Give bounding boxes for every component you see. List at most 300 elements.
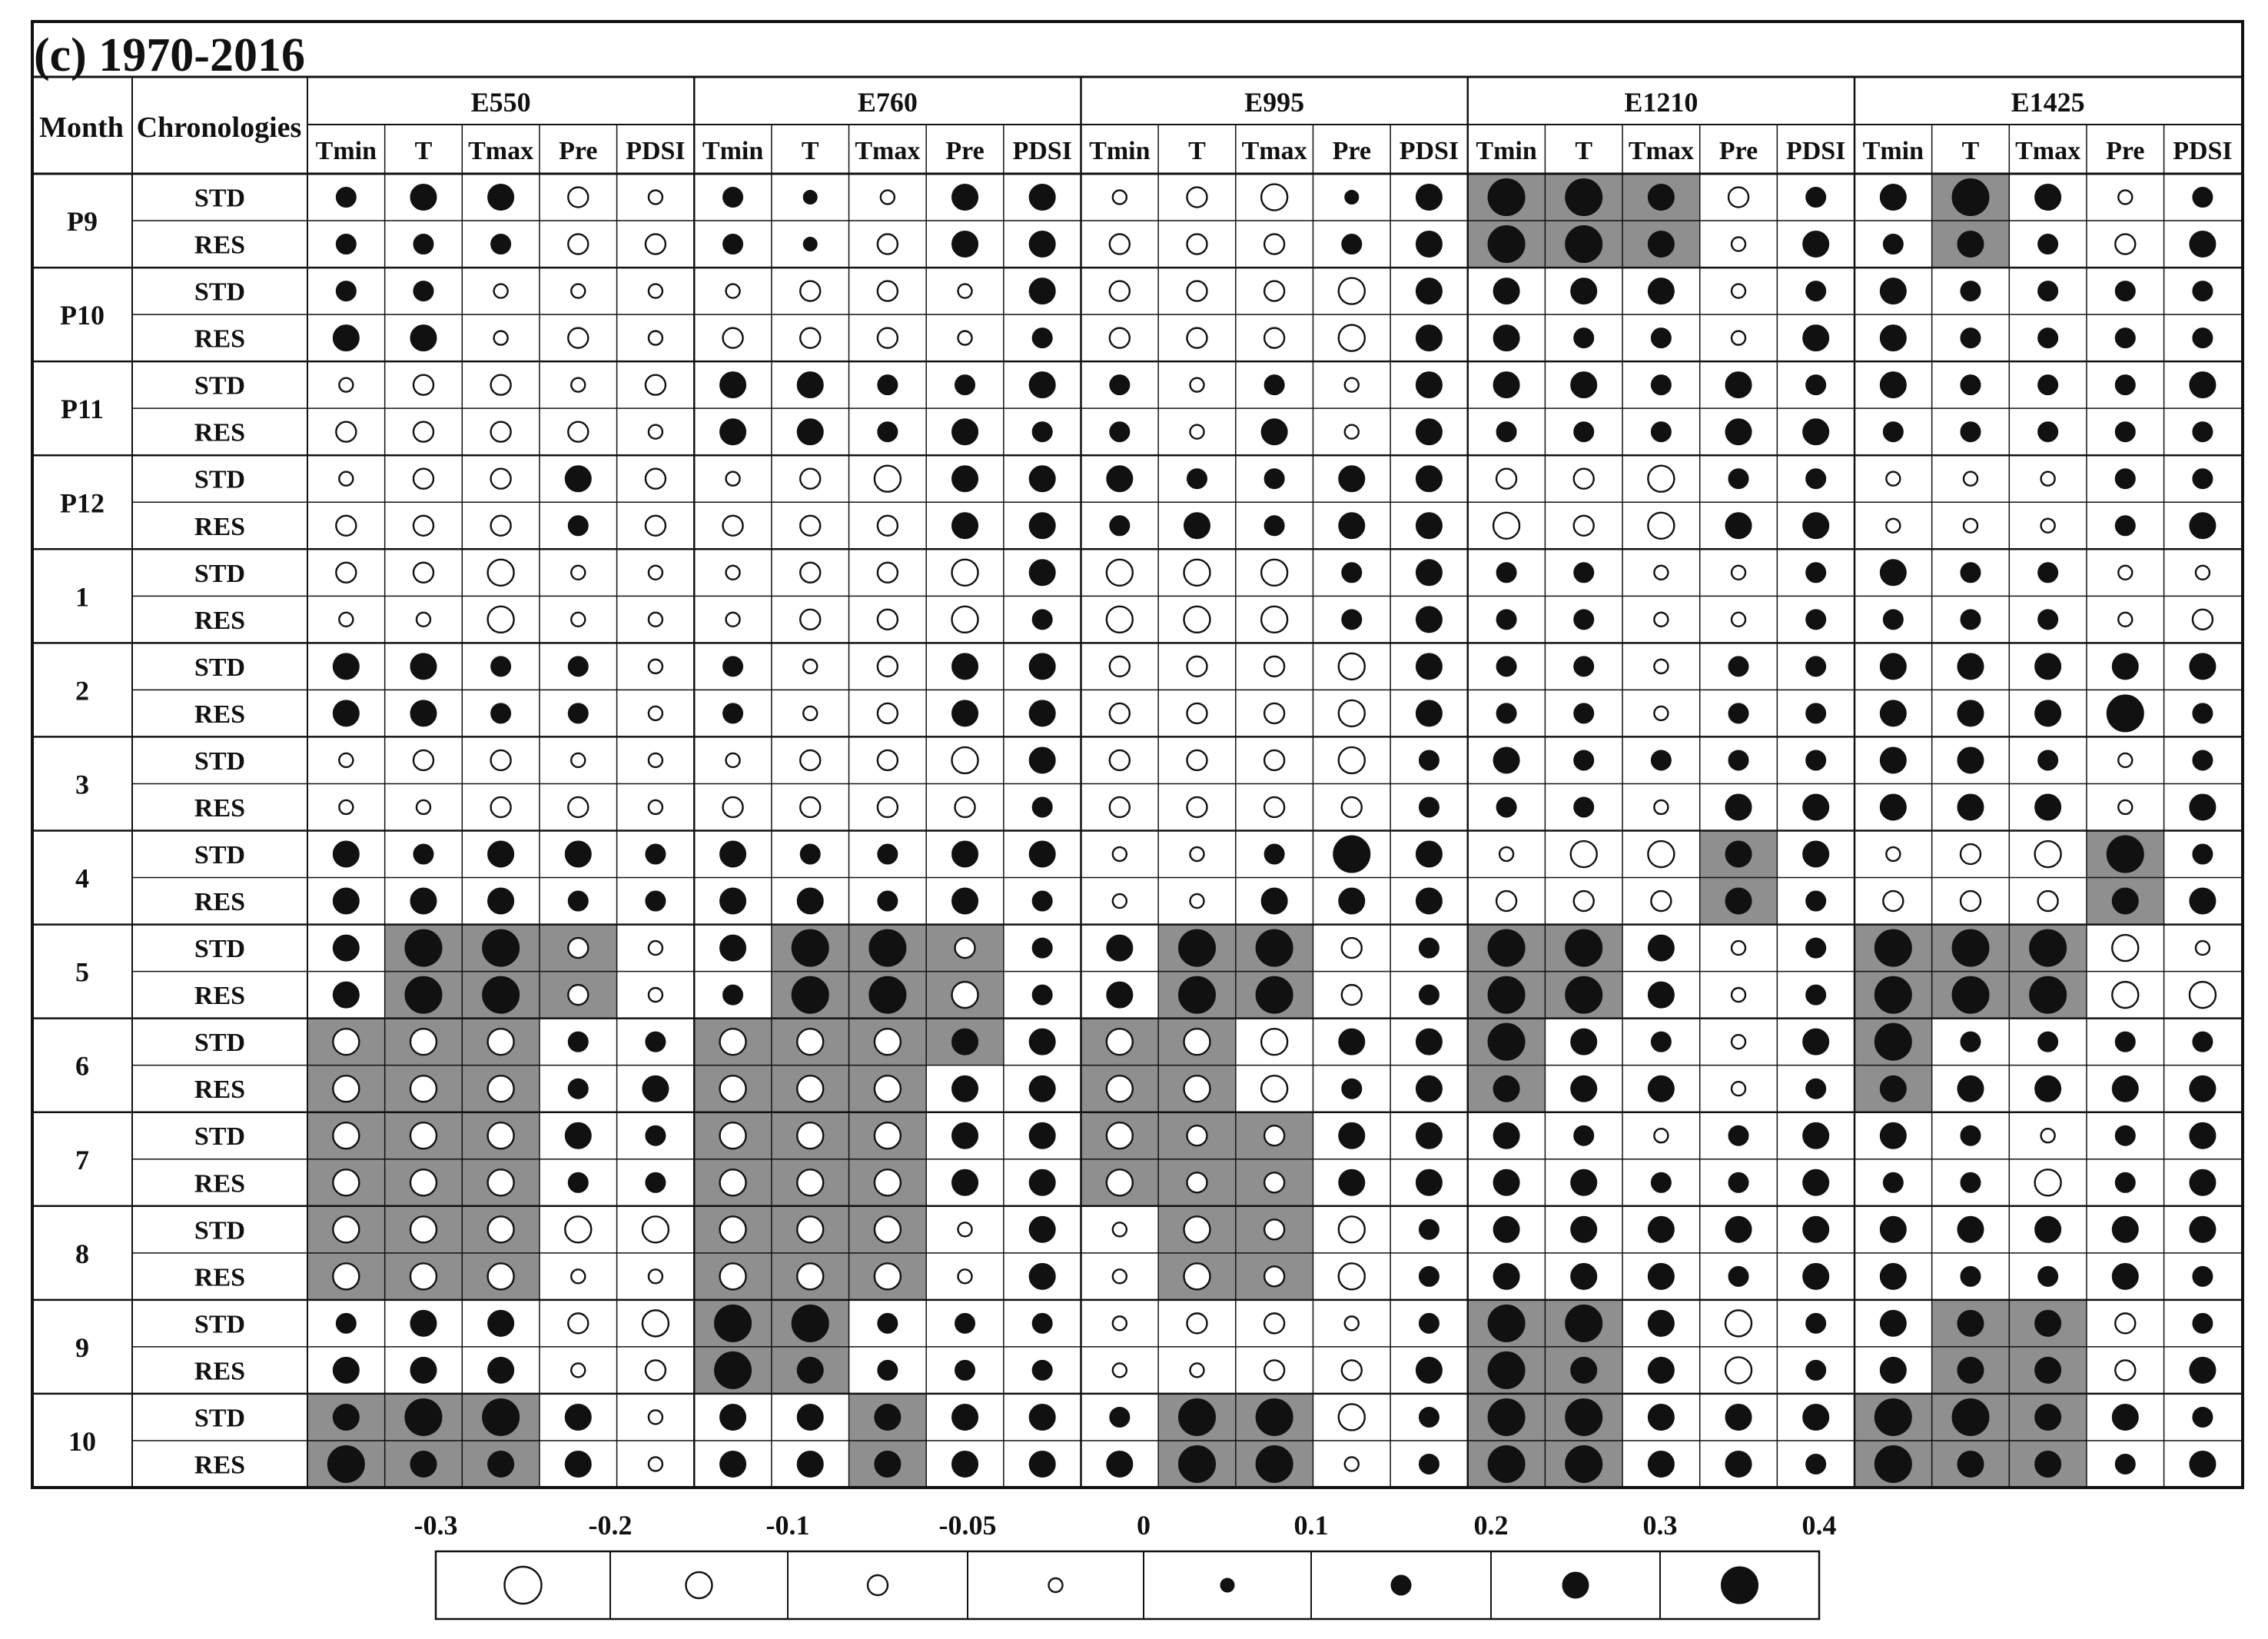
negative-correlation-symbol	[571, 566, 585, 580]
variable-header: Tmax	[1628, 137, 1694, 165]
positive-correlation-symbol	[410, 1357, 437, 1383]
site-header: E550	[470, 87, 531, 118]
positive-correlation-symbol	[1648, 935, 1674, 961]
positive-correlation-symbol	[491, 703, 511, 723]
positive-correlation-symbol	[720, 1451, 746, 1477]
positive-correlation-symbol	[1032, 891, 1052, 911]
positive-correlation-symbol	[723, 703, 743, 723]
negative-correlation-symbol	[491, 516, 511, 536]
negative-correlation-symbol	[1107, 607, 1133, 633]
negative-correlation-symbol	[649, 284, 662, 298]
positive-correlation-symbol	[1488, 1445, 1525, 1482]
negative-correlation-symbol	[797, 1122, 823, 1149]
negative-correlation-symbol	[413, 469, 433, 489]
positive-correlation-symbol	[1875, 976, 1911, 1013]
negative-correlation-symbol	[1264, 281, 1284, 301]
positive-correlation-symbol	[410, 325, 437, 351]
negative-correlation-symbol	[568, 188, 588, 208]
chronology-label: RES	[194, 1263, 246, 1292]
negative-correlation-symbol	[1961, 844, 1981, 864]
negative-correlation-symbol	[1339, 325, 1365, 351]
positive-correlation-symbol	[1651, 1172, 1671, 1192]
positive-correlation-symbol	[1574, 610, 1594, 630]
negative-correlation-symbol	[1648, 513, 1674, 539]
positive-correlation-symbol	[1029, 1169, 1055, 1195]
positive-correlation-symbol	[1728, 469, 1748, 489]
positive-correlation-symbol	[952, 1075, 978, 1102]
positive-correlation-symbol	[1880, 794, 1906, 820]
positive-correlation-symbol	[1342, 234, 1362, 254]
variable-header: Pre	[1718, 137, 1758, 165]
positive-correlation-symbol	[1342, 610, 1362, 630]
negative-correlation-symbol	[571, 378, 585, 392]
positive-correlation-symbol	[1339, 888, 1365, 914]
positive-correlation-symbol	[336, 188, 356, 208]
site-header: E995	[1244, 87, 1305, 118]
positive-correlation-symbol	[1261, 888, 1287, 914]
positive-correlation-symbol	[1875, 1023, 1911, 1060]
negative-correlation-symbol	[1113, 1316, 1127, 1330]
positive-correlation-symbol	[1648, 231, 1674, 258]
positive-correlation-symbol	[1566, 929, 1602, 966]
positive-correlation-symbol	[1264, 844, 1284, 864]
negative-correlation-symbol	[1190, 894, 1204, 908]
negative-correlation-symbol	[1187, 234, 1207, 254]
negative-correlation-symbol	[1725, 1357, 1752, 1383]
positive-correlation-symbol	[1416, 1075, 1442, 1102]
negative-correlation-symbol	[1339, 1216, 1365, 1242]
positive-correlation-symbol	[2193, 1313, 2213, 1333]
negative-correlation-symbol	[571, 1363, 585, 1377]
negative-correlation-symbol	[1264, 234, 1284, 254]
positive-correlation-symbol	[952, 185, 978, 211]
positive-correlation-symbol	[2193, 703, 2213, 723]
negative-correlation-symbol	[1964, 472, 1977, 486]
legend-symbol	[1722, 1567, 1758, 1604]
chronology-label: RES	[194, 418, 246, 447]
negative-correlation-symbol	[726, 613, 740, 627]
negative-correlation-symbol	[720, 1169, 746, 1195]
positive-correlation-symbol	[2112, 888, 2138, 914]
positive-correlation-symbol	[797, 1404, 823, 1430]
month-label: 7	[75, 1144, 89, 1175]
negative-correlation-symbol	[1264, 1172, 1284, 1192]
positive-correlation-symbol	[2115, 422, 2135, 442]
positive-correlation-symbol	[792, 929, 829, 966]
negative-correlation-symbol	[1184, 607, 1210, 633]
chronology-label: RES	[194, 793, 246, 823]
negative-correlation-symbol	[1342, 985, 1362, 1005]
positive-correlation-symbol	[1806, 281, 1826, 301]
positive-correlation-symbol	[1806, 563, 1826, 583]
negative-correlation-symbol	[649, 1410, 662, 1424]
variable-header: Tmax	[2015, 137, 2081, 165]
positive-correlation-symbol	[1883, 1172, 1903, 1192]
positive-correlation-symbol	[565, 841, 591, 867]
chronology-label: STD	[194, 935, 246, 964]
positive-correlation-symbol	[1339, 1122, 1365, 1149]
negative-correlation-symbol	[881, 191, 895, 204]
positive-correlation-symbol	[1571, 1357, 1597, 1383]
positive-correlation-symbol	[483, 929, 520, 966]
positive-correlation-symbol	[1032, 985, 1052, 1005]
negative-correlation-symbol	[2115, 1313, 2135, 1333]
positive-correlation-symbol	[875, 1451, 901, 1477]
negative-correlation-symbol	[571, 613, 585, 627]
negative-correlation-symbol	[878, 563, 898, 583]
chronology-label: STD	[194, 653, 246, 682]
variable-header: T	[1575, 137, 1593, 165]
negative-correlation-symbol	[339, 472, 353, 486]
negative-correlation-symbol	[1110, 703, 1130, 723]
positive-correlation-symbol	[1880, 185, 1906, 211]
positive-correlation-symbol	[488, 841, 514, 867]
positive-correlation-symbol	[568, 657, 588, 677]
positive-correlation-symbol	[1339, 466, 1365, 492]
positive-correlation-symbol	[2035, 185, 2061, 211]
negative-correlation-symbol	[1187, 188, 1207, 208]
positive-correlation-symbol	[1029, 560, 1055, 586]
negative-correlation-symbol	[333, 1122, 359, 1149]
positive-correlation-symbol	[2193, 750, 2213, 770]
positive-correlation-symbol	[1958, 1075, 1984, 1102]
positive-correlation-symbol	[1648, 1216, 1674, 1242]
positive-correlation-symbol	[1029, 700, 1055, 726]
positive-correlation-symbol	[720, 419, 746, 445]
legend-tick-label: 0.3	[1642, 1510, 1678, 1541]
positive-correlation-symbol	[952, 888, 978, 914]
negative-correlation-symbol	[1190, 425, 1204, 439]
positive-correlation-symbol	[2112, 1075, 2138, 1102]
negative-correlation-symbol	[1345, 378, 1359, 392]
negative-correlation-symbol	[333, 1029, 359, 1055]
negative-correlation-symbol	[1187, 328, 1207, 348]
variable-header: Tmax	[1241, 137, 1307, 165]
positive-correlation-symbol	[2112, 1263, 2138, 1289]
negative-correlation-symbol	[875, 1075, 901, 1102]
positive-correlation-symbol	[1880, 1310, 1906, 1336]
positive-correlation-symbol	[333, 653, 359, 680]
positive-correlation-symbol	[1958, 653, 1984, 680]
variable-header: PDSI	[2173, 137, 2233, 165]
positive-correlation-symbol	[1806, 610, 1826, 630]
positive-correlation-symbol	[2038, 610, 2058, 630]
positive-correlation-symbol	[1339, 1029, 1365, 1055]
negative-correlation-symbol	[1184, 1216, 1210, 1242]
positive-correlation-symbol	[1574, 703, 1594, 723]
negative-correlation-symbol	[2118, 800, 2132, 814]
positive-correlation-symbol	[1419, 1313, 1439, 1333]
positive-correlation-symbol	[1648, 982, 1674, 1008]
negative-correlation-symbol	[803, 706, 817, 720]
negative-correlation-symbol	[1339, 700, 1365, 726]
positive-correlation-symbol	[878, 375, 898, 395]
positive-correlation-symbol	[1256, 929, 1293, 966]
positive-correlation-symbol	[2035, 794, 2061, 820]
positive-correlation-symbol	[1416, 1029, 1442, 1055]
negative-correlation-symbol	[1110, 328, 1130, 348]
chronology-label: RES	[194, 982, 246, 1011]
positive-correlation-symbol	[720, 935, 746, 961]
positive-correlation-symbol	[413, 234, 433, 254]
negative-correlation-symbol	[336, 422, 356, 442]
chronology-column-header: Chronologies	[136, 111, 302, 144]
positive-correlation-symbol	[1961, 1172, 1981, 1192]
negative-correlation-symbol	[568, 985, 588, 1005]
positive-correlation-symbol	[1728, 750, 1748, 770]
positive-correlation-symbol	[1880, 1263, 1906, 1289]
positive-correlation-symbol	[488, 1357, 514, 1383]
positive-correlation-symbol	[333, 1357, 359, 1383]
positive-correlation-symbol	[878, 422, 898, 442]
negative-correlation-symbol	[1113, 1222, 1127, 1236]
negative-correlation-symbol	[726, 566, 740, 580]
negative-correlation-symbol	[491, 750, 511, 770]
positive-correlation-symbol	[336, 281, 356, 301]
negative-correlation-symbol	[1261, 560, 1287, 586]
positive-correlation-symbol	[1264, 375, 1284, 395]
positive-correlation-symbol	[1725, 1404, 1752, 1430]
negative-correlation-symbol	[1342, 797, 1362, 817]
variable-header: Tmin	[702, 137, 764, 165]
positive-correlation-symbol	[2030, 929, 2067, 966]
positive-correlation-symbol	[1648, 1263, 1674, 1289]
negative-correlation-symbol	[1264, 657, 1284, 677]
positive-correlation-symbol	[1883, 422, 1903, 442]
positive-correlation-symbol	[1728, 1266, 1748, 1286]
positive-correlation-symbol	[2115, 1125, 2135, 1145]
negative-correlation-symbol	[1110, 281, 1130, 301]
negative-correlation-symbol	[1961, 891, 1981, 911]
positive-correlation-symbol	[488, 1451, 514, 1477]
negative-correlation-symbol	[1261, 185, 1287, 211]
negative-correlation-symbol	[1499, 847, 1513, 861]
positive-correlation-symbol	[488, 1310, 514, 1336]
positive-correlation-symbol	[1566, 1398, 1602, 1435]
positive-correlation-symbol	[952, 419, 978, 445]
positive-correlation-symbol	[800, 844, 820, 864]
positive-correlation-symbol	[1419, 1266, 1439, 1286]
month-label: 2	[75, 675, 89, 706]
positive-correlation-symbol	[1880, 653, 1906, 680]
positive-correlation-symbol	[723, 234, 743, 254]
positive-correlation-symbol	[792, 976, 829, 1013]
positive-correlation-symbol	[1958, 794, 1984, 820]
negative-correlation-symbol	[488, 1263, 514, 1289]
site-header: E760	[857, 87, 918, 118]
negative-correlation-symbol	[491, 469, 511, 489]
positive-correlation-symbol	[333, 841, 359, 867]
negative-correlation-symbol	[1886, 519, 1900, 533]
legend-symbol	[1562, 1572, 1589, 1598]
positive-correlation-symbol	[2193, 422, 2213, 442]
month-label: 8	[75, 1238, 89, 1269]
negative-correlation-symbol	[1732, 331, 1745, 345]
negative-correlation-symbol	[491, 375, 511, 395]
negative-correlation-symbol	[1110, 797, 1130, 817]
negative-correlation-symbol	[339, 800, 353, 814]
positive-correlation-symbol	[1496, 657, 1516, 677]
positive-correlation-symbol	[1880, 325, 1906, 351]
positive-correlation-symbol	[413, 844, 433, 864]
positive-correlation-symbol	[405, 976, 442, 1013]
negative-correlation-symbol	[1264, 1360, 1284, 1380]
legend	[414, 1510, 1837, 1619]
positive-correlation-symbol	[1803, 325, 1829, 351]
positive-correlation-symbol	[952, 231, 978, 258]
positive-correlation-symbol	[1651, 1032, 1671, 1052]
positive-correlation-symbol	[1880, 1357, 1906, 1383]
negative-correlation-symbol	[1654, 706, 1668, 720]
positive-correlation-symbol	[1725, 888, 1752, 914]
negative-correlation-symbol	[1496, 891, 1516, 911]
negative-correlation-symbol	[878, 281, 898, 301]
positive-correlation-symbol	[1806, 703, 1826, 723]
negative-correlation-symbol	[2041, 1129, 2055, 1142]
month-label: P12	[60, 487, 105, 519]
variable-header: T	[1188, 137, 1206, 165]
positive-correlation-symbol	[1110, 422, 1130, 442]
variable-header: Tmin	[1862, 137, 1924, 165]
positive-correlation-symbol	[1110, 1407, 1130, 1427]
positive-correlation-symbol	[1342, 563, 1362, 583]
negative-correlation-symbol	[2118, 613, 2132, 627]
positive-correlation-symbol	[1493, 1122, 1519, 1149]
positive-correlation-symbol	[1029, 513, 1055, 539]
positive-correlation-symbol	[1803, 419, 1829, 445]
positive-correlation-symbol	[1961, 1266, 1981, 1286]
positive-correlation-symbol	[1806, 1079, 1826, 1099]
negative-correlation-symbol	[339, 753, 353, 767]
positive-correlation-symbol	[1803, 794, 1829, 820]
negative-correlation-symbol	[1107, 1169, 1133, 1195]
legend-tick-label: -0.1	[765, 1510, 810, 1541]
negative-correlation-symbol	[1964, 519, 1977, 533]
positive-correlation-symbol	[1032, 610, 1052, 630]
chronology-label: RES	[194, 1451, 246, 1480]
positive-correlation-symbol	[955, 1313, 975, 1333]
positive-correlation-symbol	[410, 1310, 437, 1336]
legend-symbol	[1220, 1578, 1234, 1592]
positive-correlation-symbol	[1574, 1125, 1594, 1145]
negative-correlation-symbol	[643, 1216, 669, 1242]
positive-correlation-symbol	[643, 1075, 669, 1102]
positive-correlation-symbol	[1416, 700, 1442, 726]
legend-tick-label: 0	[1137, 1510, 1151, 1541]
positive-correlation-symbol	[1803, 513, 1829, 539]
negative-correlation-symbol	[800, 328, 820, 348]
positive-correlation-symbol	[1493, 1216, 1519, 1242]
positive-correlation-symbol	[1952, 929, 1989, 966]
positive-correlation-symbol	[2115, 516, 2135, 536]
negative-correlation-symbol	[494, 284, 508, 298]
positive-correlation-symbol	[720, 841, 746, 867]
positive-correlation-symbol	[1029, 372, 1055, 398]
positive-correlation-symbol	[1648, 1310, 1674, 1336]
negative-correlation-symbol	[410, 1029, 437, 1055]
negative-correlation-symbol	[1732, 988, 1745, 1002]
negative-correlation-symbol	[1107, 1029, 1133, 1055]
positive-correlation-symbol	[1416, 1357, 1442, 1383]
positive-correlation-symbol	[568, 1079, 588, 1099]
negative-correlation-symbol	[1261, 1075, 1287, 1102]
positive-correlation-symbol	[1032, 797, 1052, 817]
positive-correlation-symbol	[1488, 179, 1525, 216]
negative-correlation-symbol	[2041, 519, 2055, 533]
negative-correlation-symbol	[1264, 797, 1284, 817]
negative-correlation-symbol	[1732, 1035, 1745, 1049]
negative-correlation-symbol	[958, 284, 972, 298]
positive-correlation-symbol	[483, 1398, 520, 1435]
negative-correlation-symbol	[878, 703, 898, 723]
variable-header: Pre	[1332, 137, 1371, 165]
negative-correlation-symbol	[488, 1075, 514, 1102]
positive-correlation-symbol	[1107, 982, 1133, 1008]
negative-correlation-symbol	[1648, 841, 1674, 867]
negative-correlation-symbol	[2118, 566, 2132, 580]
positive-correlation-symbol	[1648, 185, 1674, 211]
negative-correlation-symbol	[878, 328, 898, 348]
negative-correlation-symbol	[1732, 1082, 1745, 1095]
positive-correlation-symbol	[568, 891, 588, 911]
negative-correlation-symbol	[878, 657, 898, 677]
negative-correlation-symbol	[488, 1029, 514, 1055]
positive-correlation-symbol	[333, 935, 359, 961]
negative-correlation-symbol	[797, 1075, 823, 1102]
positive-correlation-symbol	[2035, 1357, 2061, 1383]
chronology-label: STD	[194, 746, 246, 776]
month-label: 9	[75, 1331, 89, 1363]
negative-correlation-symbol	[1113, 894, 1127, 908]
positive-correlation-symbol	[1961, 328, 1981, 348]
positive-correlation-symbol	[2193, 469, 2213, 489]
legend-tick-label: 0.2	[1473, 1510, 1509, 1541]
variable-header: Pre	[945, 137, 985, 165]
positive-correlation-symbol	[803, 238, 817, 251]
positive-correlation-symbol	[1880, 747, 1906, 773]
negative-correlation-symbol	[1113, 1363, 1127, 1377]
legend-tick-label: 0.4	[1801, 1510, 1837, 1541]
positive-correlation-symbol	[878, 1313, 898, 1333]
positive-correlation-symbol	[568, 703, 588, 723]
positive-correlation-symbol	[646, 1125, 666, 1145]
negative-correlation-symbol	[875, 1029, 901, 1055]
positive-correlation-symbol	[1648, 278, 1674, 304]
negative-correlation-symbol	[1339, 653, 1365, 680]
negative-correlation-symbol	[1184, 1029, 1210, 1055]
site-header: E1425	[2011, 87, 2085, 118]
negative-correlation-symbol	[646, 375, 666, 395]
negative-correlation-symbol	[1342, 938, 1362, 958]
negative-correlation-symbol	[1345, 425, 1359, 439]
positive-correlation-symbol	[333, 700, 359, 726]
positive-correlation-symbol	[1803, 841, 1829, 867]
negative-correlation-symbol	[2035, 841, 2061, 867]
positive-correlation-symbol	[2193, 1407, 2213, 1427]
positive-correlation-symbol	[1342, 1079, 1362, 1099]
positive-correlation-symbol	[715, 1305, 752, 1341]
negative-correlation-symbol	[952, 607, 978, 633]
negative-correlation-symbol	[955, 938, 975, 958]
chronology-label: STD	[194, 559, 246, 588]
negative-correlation-symbol	[649, 800, 662, 814]
positive-correlation-symbol	[1651, 328, 1671, 348]
positive-correlation-symbol	[1651, 375, 1671, 395]
positive-correlation-symbol	[1566, 179, 1602, 216]
negative-correlation-symbol	[1110, 657, 1130, 677]
positive-correlation-symbol	[878, 844, 898, 864]
positive-correlation-symbol	[1032, 938, 1052, 958]
